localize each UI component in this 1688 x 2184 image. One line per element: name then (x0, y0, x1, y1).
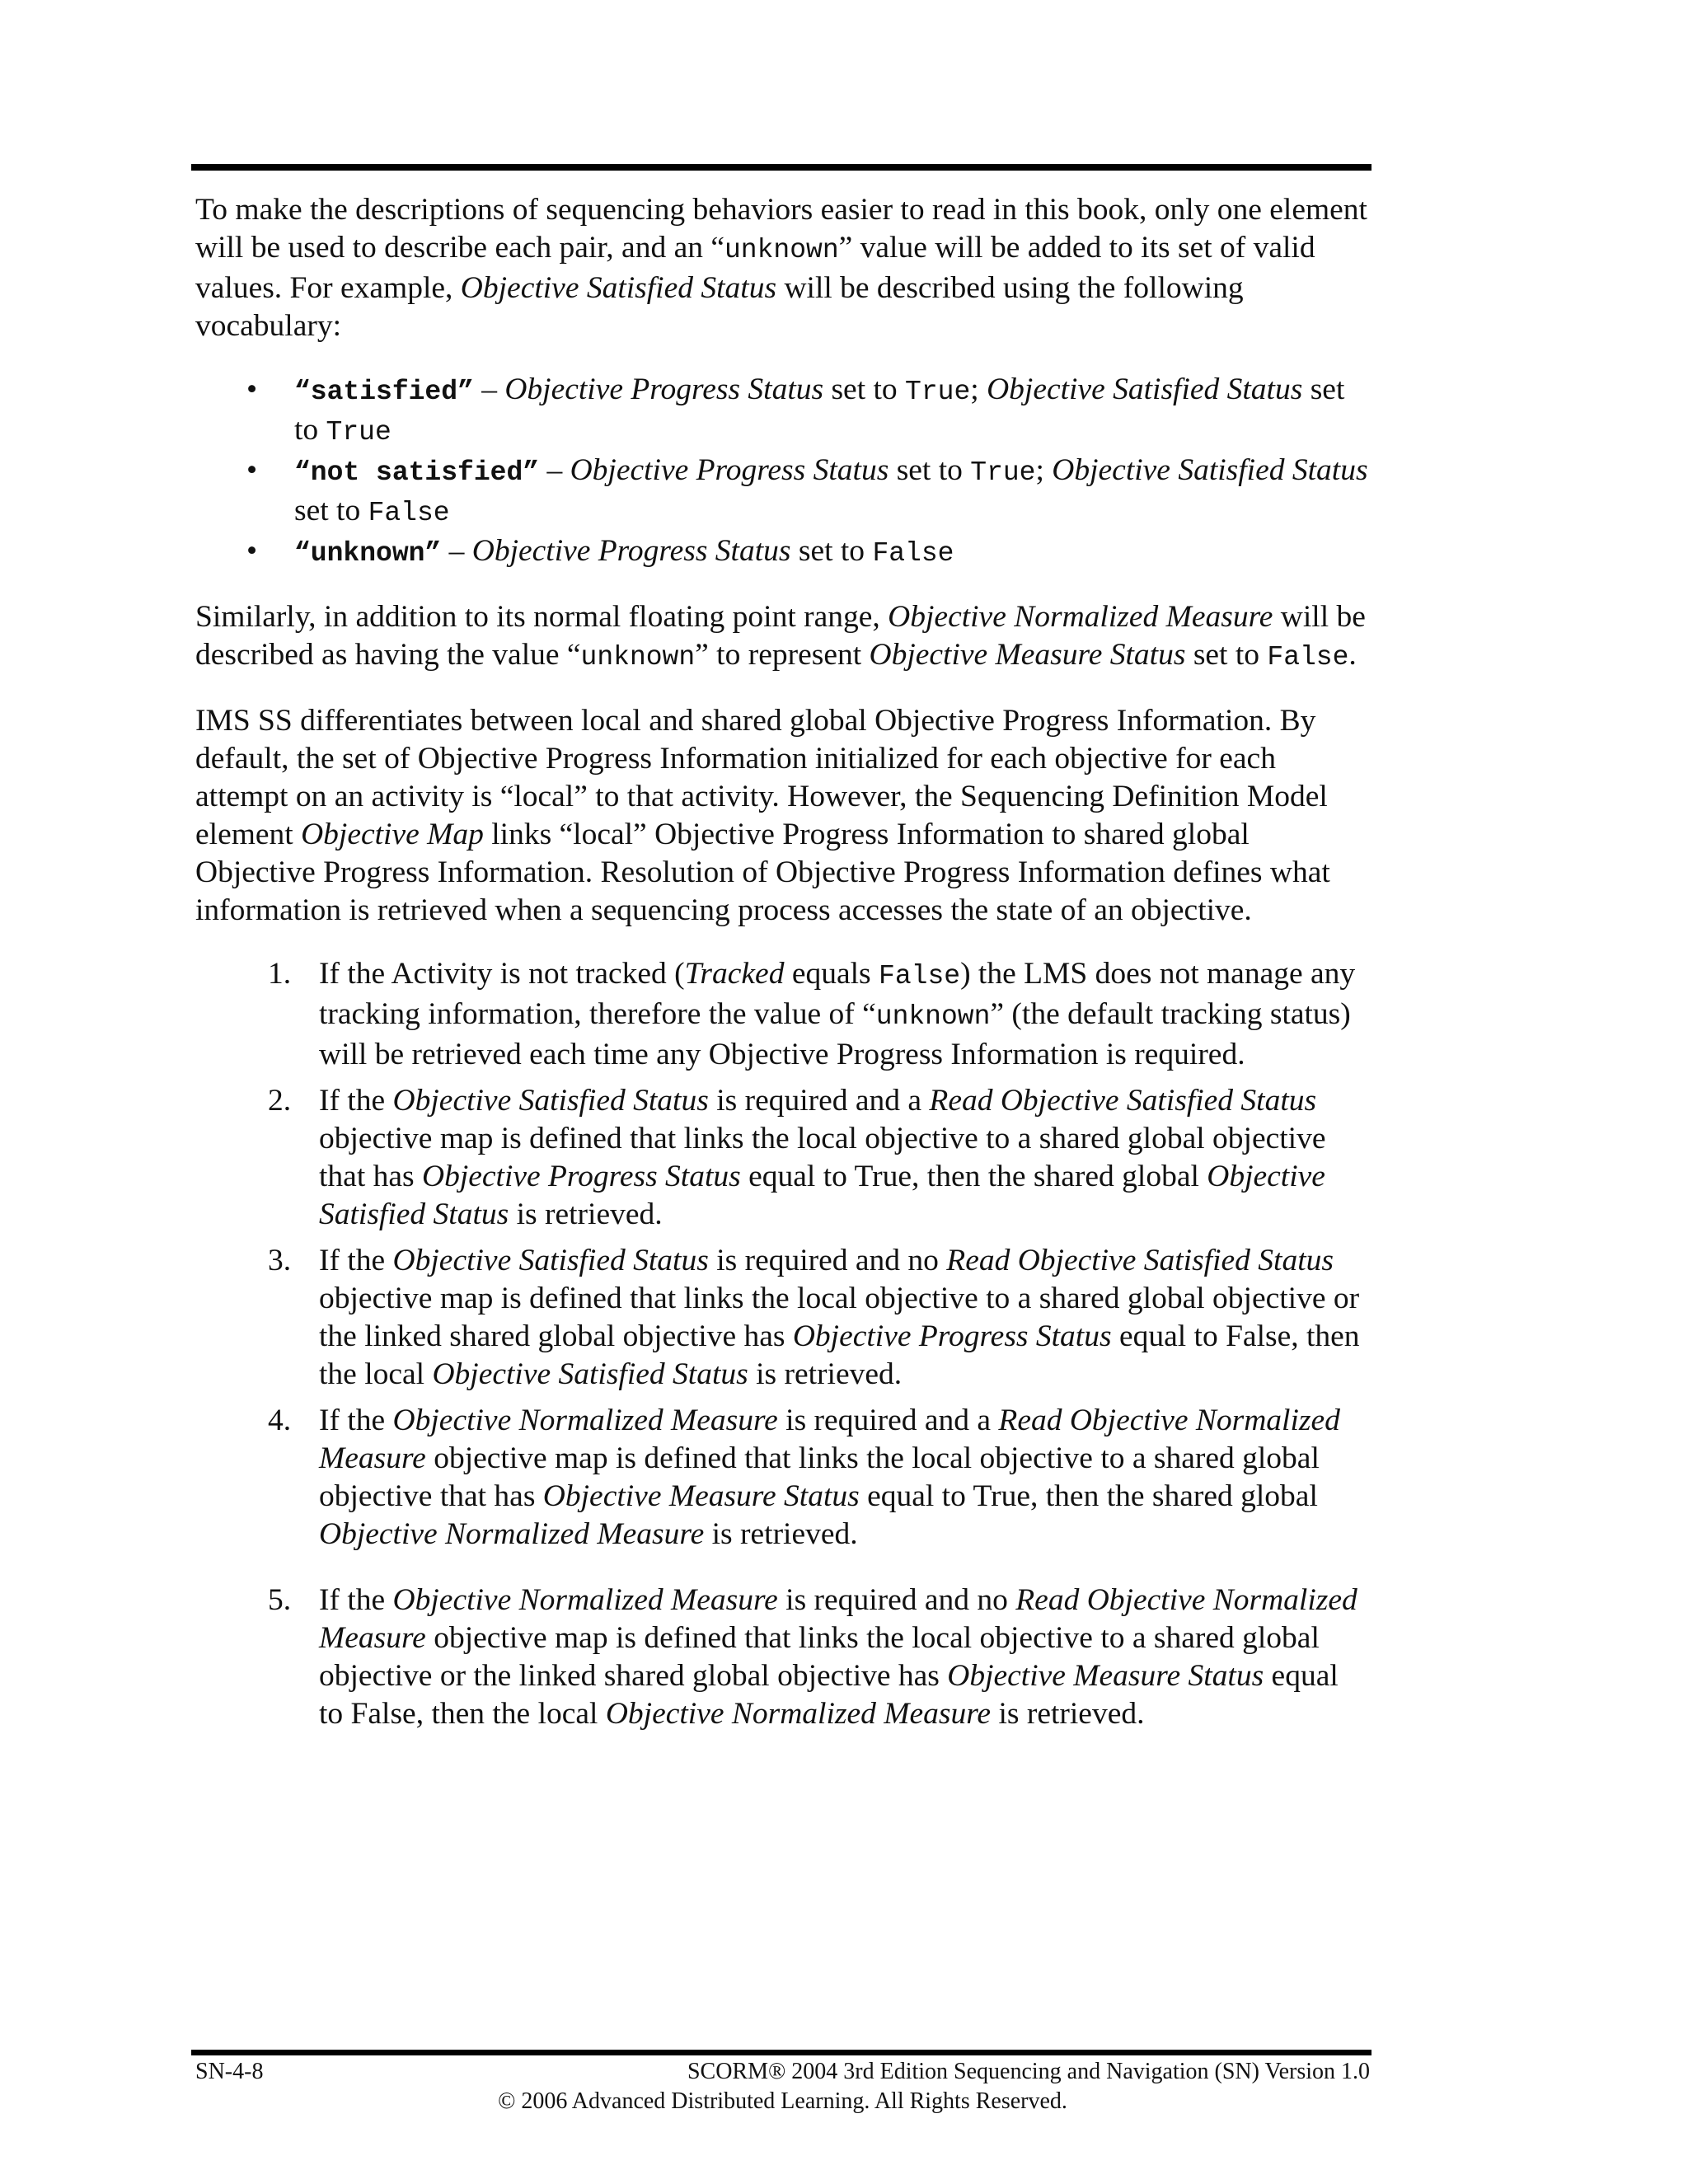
text-run: If the (319, 1084, 393, 1118)
text-run: is required and a (708, 1084, 930, 1118)
intro-paragraph (195, 191, 1370, 345)
vocabulary-list (195, 371, 1370, 573)
page-body (195, 191, 1370, 1741)
text-run: If the (319, 1244, 393, 1277)
header-rule (191, 164, 1372, 171)
term-emphasis: Objective Normalized Measure (888, 600, 1273, 634)
book-title: SCORM® 2004 3rd Edition Sequencing and Navigation (SN) Version 1.0 (687, 2059, 1370, 2084)
text-run: is retrieved. (704, 1517, 858, 1551)
text-run: equal to False, then the local (319, 1319, 1360, 1391)
rule-number: 2. (268, 1084, 292, 1118)
code-literal: True (326, 417, 392, 448)
code-literal: unknown (724, 235, 839, 265)
resolution-rules-list (195, 955, 1370, 1733)
code-literal: False (1267, 642, 1349, 673)
text-run: ; (970, 373, 987, 406)
ims-paragraph (195, 702, 1370, 930)
term-emphasis: Objective Satisfied Status (987, 373, 1303, 406)
rule-item (195, 1242, 1370, 1394)
page-number: SN-4-8 (195, 2059, 264, 2084)
text-run: objective map is defined that links the local objective to a shared global objective that has (319, 1441, 1320, 1513)
text-run: is retrieved. (991, 1697, 1145, 1731)
term-emphasis: Read Objective Normalized Measure (319, 1583, 1357, 1655)
text-run: objective map is defined that links the local objective to a shared global objective that has (319, 1122, 1326, 1193)
text-run: equal to True, then the shared global (740, 1160, 1207, 1193)
text-run: ; (1035, 453, 1053, 487)
rule-item (195, 1402, 1370, 1554)
text-run: set to (889, 453, 971, 487)
bullet-icon: • (246, 373, 258, 406)
intro-text: will be described using the following vocabulary: (195, 271, 1244, 343)
term-emphasis: Objective Satisfied Status (392, 1244, 709, 1277)
text-run: is retrieved. (509, 1197, 663, 1231)
code-literal: False (879, 961, 961, 991)
text-run: objective map is defined that links the local objective to a shared global objective or the linked shared global objective has (319, 1621, 1320, 1693)
code-literal: True (970, 457, 1036, 488)
text-run: set to (294, 494, 368, 527)
text-run: is retrieved. (748, 1357, 903, 1391)
copyright-notice: © 2006 Advanced Distributed Learning. All Rights Reserved. (498, 2088, 1067, 2114)
rule-item (195, 1082, 1370, 1234)
vocabulary-term: “satisfied” (294, 377, 474, 407)
intro-text: ” value will be added to its set of valid values. For example, (195, 231, 1315, 305)
rule-number: 5. (268, 1583, 292, 1617)
bullet-icon: • (246, 534, 258, 568)
text-run: set to (1185, 638, 1268, 672)
text-run: If the (319, 1404, 393, 1437)
term-emphasis: Objective Progress Status (504, 373, 824, 406)
text-run: ) the LMS does not manage any tracking information, therefore the value of “ (319, 957, 1356, 1031)
vocabulary-term: “not satisfied” (294, 457, 540, 488)
footer-rule (191, 2050, 1372, 2055)
term-emphasis: Objective Progress Status (421, 1160, 741, 1193)
term-emphasis: Tracked (684, 957, 785, 991)
code-literal: unknown (580, 642, 696, 673)
rule-number: 3. (268, 1244, 292, 1277)
text-run: set to (790, 534, 873, 568)
term-emphasis: Objective Satisfied Status (319, 1160, 1325, 1231)
code-literal: True (905, 377, 971, 407)
text-run: If the Activity is not tracked ( (319, 957, 685, 991)
term-emphasis: Objective Satisfied Status (460, 271, 777, 305)
term-emphasis: Objective Normalized Measure (319, 1517, 705, 1551)
text-run: set to (823, 373, 906, 406)
term-emphasis: Objective Satisfied Status (1052, 453, 1368, 487)
term-emphasis: Objective Measure Status (947, 1659, 1264, 1693)
code-literal: unknown (875, 1001, 991, 1032)
text-run: ” (the default tracking status) will be retrieved each time any Objective Progress Information is required. (319, 997, 1351, 1071)
text-run: equal to True, then the shared global (859, 1479, 1318, 1513)
rule-number: 1. (268, 957, 292, 991)
text-run: is required and a (777, 1404, 999, 1437)
rule-item (195, 955, 1370, 1074)
text-run: is required and no (708, 1244, 947, 1277)
term-emphasis: Objective Satisfied Status (432, 1357, 748, 1391)
term-emphasis: Objective Progress Status (570, 453, 889, 487)
rule-item (195, 1582, 1370, 1733)
text-run: will be described as having the value “ (195, 600, 1366, 672)
text-run: set to (294, 373, 1345, 447)
text-run: – (473, 373, 505, 406)
term-emphasis: Read Objective Satisfied Status (946, 1244, 1334, 1277)
intro-text: To make the descriptions of sequencing behaviors easier to read in this book, only one element will be used to describe each pair, and an “ (195, 193, 1367, 265)
term-emphasis: Read Objective Satisfied Status (929, 1084, 1317, 1118)
term-emphasis: Objective Satisfied Status (392, 1084, 709, 1118)
text-run: equal to False, then the local (319, 1659, 1339, 1731)
term-emphasis: Read Objective Normalized Measure (319, 1404, 1340, 1475)
term-emphasis: Objective Normalized Measure (605, 1697, 992, 1731)
measure-paragraph (195, 598, 1370, 677)
text-run: – (441, 534, 472, 568)
term-emphasis: Objective Map (301, 818, 484, 851)
bullet-icon: • (246, 453, 258, 487)
text-run: Similarly, in addition to its normal floating point range, (195, 600, 889, 634)
term-emphasis: Objective Measure Status (869, 638, 1186, 672)
text-run: links “local” Objective Progress Information to shared global Objective Progress Information. Resolution of Objective Progress Information defines what information is retrieved when a sequencing process accesses the state of an objective. (195, 818, 1330, 927)
term-emphasis: Objective Normalized Measure (392, 1404, 778, 1437)
vocabulary-item (195, 452, 1370, 532)
text-run: equals (784, 957, 879, 991)
code-literal: False (368, 498, 450, 528)
code-literal: False (872, 538, 954, 569)
text-run: is required and no (777, 1583, 1016, 1617)
text-run: IMS SS differentiates between local and shared global Objective Progress Information. By default, the set of Objective Progress Information initialized for each objective for each attempt on an activity is “local” to that activity. However, the Sequencing Definition Model element (195, 704, 1328, 851)
vocabulary-item (195, 371, 1370, 452)
rule-number: 4. (268, 1404, 292, 1437)
text-run: ” to represent (695, 638, 870, 672)
term-emphasis: Objective Progress Status (471, 534, 791, 568)
text-run: . (1348, 638, 1357, 672)
vocabulary-term: “unknown” (294, 538, 442, 569)
text-run: objective map is defined that links the local objective to a shared global objective or the linked shared global objective has (319, 1282, 1360, 1353)
term-emphasis: Objective Progress Status (792, 1319, 1112, 1353)
term-emphasis: Objective Measure Status (542, 1479, 860, 1513)
vocabulary-item (195, 532, 1370, 573)
text-run: – (539, 453, 570, 487)
term-emphasis: Objective Normalized Measure (392, 1583, 778, 1617)
text-run: If the (319, 1583, 393, 1617)
